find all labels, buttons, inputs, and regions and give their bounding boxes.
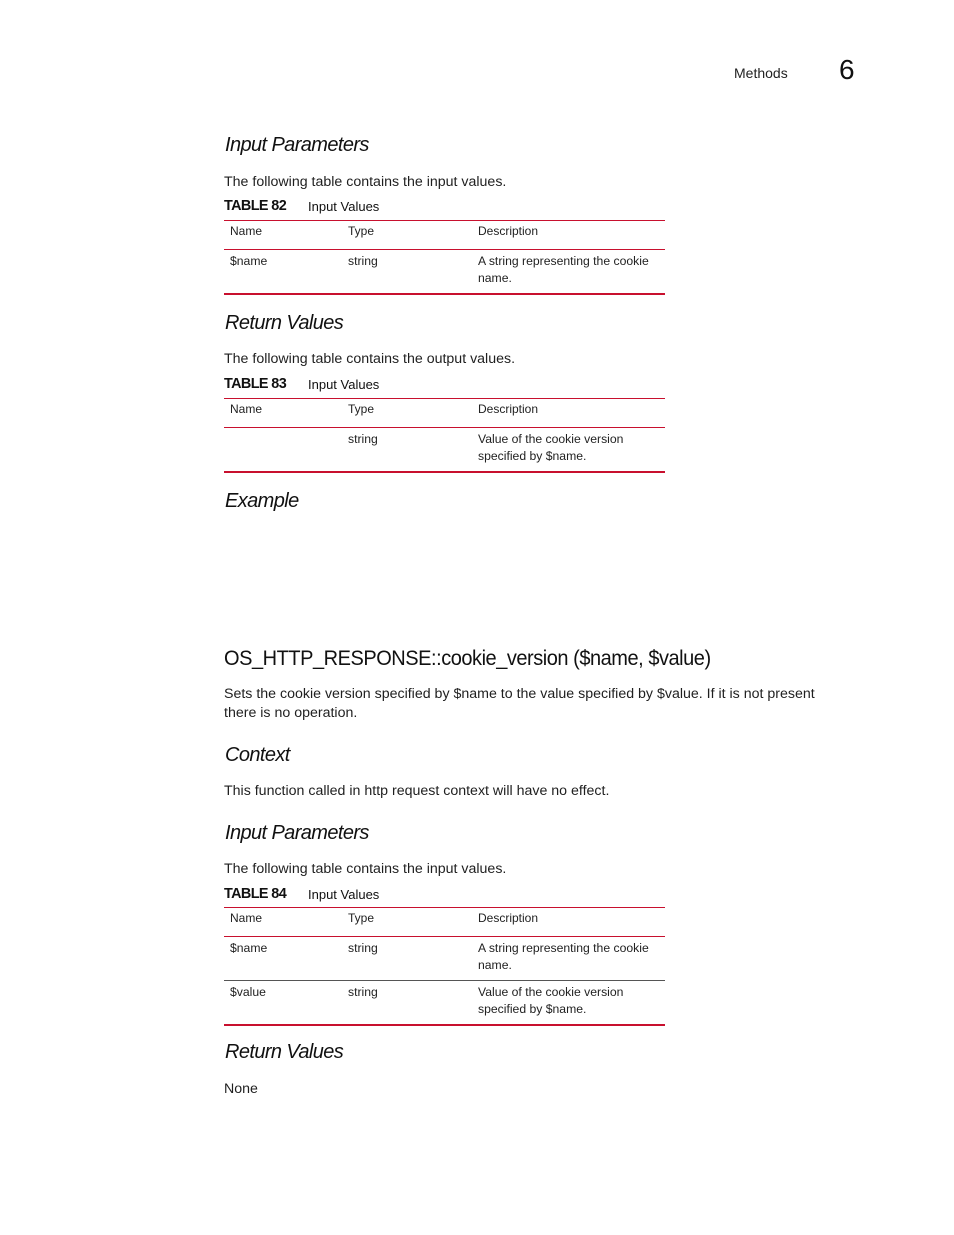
description-line: name.	[478, 958, 512, 972]
cell-name: $value	[230, 985, 266, 999]
description-line: A string representing the cookie	[478, 941, 649, 955]
cell-type: string	[348, 432, 378, 446]
output-values-table	[224, 398, 665, 473]
description-line: Value of the cookie version	[478, 432, 624, 446]
return-values-text: None	[224, 1081, 258, 1097]
input-values-table	[224, 220, 665, 295]
table-row	[224, 250, 665, 295]
cell-name: $name	[230, 254, 268, 268]
return-values-intro: The following table contains the output values.	[224, 351, 516, 367]
column-header-name: Name	[230, 402, 263, 416]
table-title: Input Values	[308, 199, 380, 214]
table-caption	[224, 376, 380, 392]
cell-description	[478, 981, 665, 1026]
running-header-section: Methods	[734, 65, 788, 81]
table-title: Input Values	[308, 887, 380, 902]
column-header-type: Type	[348, 911, 375, 925]
description-line: specified by $name.	[478, 449, 587, 463]
table-title: Input Values	[308, 377, 380, 392]
table-caption	[224, 886, 380, 902]
cell-name: $name	[230, 941, 268, 955]
description-line: Value of the cookie version	[478, 985, 624, 999]
table-number: TABLE 83	[224, 376, 287, 392]
return-values-heading: Return Values	[225, 1041, 344, 1063]
return-values-heading: Return Values	[225, 312, 344, 334]
description-line: A string representing the cookie	[478, 254, 649, 268]
table-caption	[224, 198, 380, 214]
function-description	[224, 685, 815, 723]
input-parameters-intro: The following table contains the input values.	[224, 861, 507, 877]
input-parameters-heading: Input Parameters	[225, 134, 369, 156]
cell-description	[478, 937, 665, 981]
chapter-number: 6	[839, 54, 855, 85]
table-row	[224, 428, 665, 473]
table-row	[224, 981, 665, 1026]
input-parameters-intro: The following table contains the input values.	[224, 174, 507, 190]
example-heading: Example	[225, 490, 299, 512]
table-number: TABLE 82	[224, 198, 287, 214]
cell-name	[224, 428, 348, 473]
cell-type: string	[348, 254, 378, 268]
table-row	[224, 937, 665, 981]
function-description-line: Sets the cookie version specified by $name to the value specified by $value. If it is not present	[224, 686, 815, 702]
function-title: OS_HTTP_RESPONSE::cookie_version ($name, $value)	[224, 646, 711, 670]
cell-description	[478, 428, 665, 473]
cell-description	[478, 250, 665, 295]
input-values-table	[224, 907, 665, 1026]
column-header-name: Name	[230, 911, 263, 925]
column-header-description: Description	[478, 224, 539, 238]
description-line: name.	[478, 271, 512, 285]
function-description-line: there is no operation.	[224, 705, 358, 721]
input-parameters-heading: Input Parameters	[225, 822, 369, 844]
column-header-name: Name	[230, 224, 263, 238]
column-header-type: Type	[348, 224, 375, 238]
cell-type: string	[348, 941, 378, 955]
column-header-type: Type	[348, 402, 375, 416]
table-number: TABLE 84	[224, 886, 287, 902]
context-text: This function called in http request context will have no effect.	[224, 783, 610, 799]
cell-type: string	[348, 985, 378, 999]
column-header-description: Description	[478, 911, 539, 925]
description-line: specified by $name.	[478, 1002, 587, 1016]
context-heading: Context	[225, 744, 290, 766]
column-header-description: Description	[478, 402, 539, 416]
